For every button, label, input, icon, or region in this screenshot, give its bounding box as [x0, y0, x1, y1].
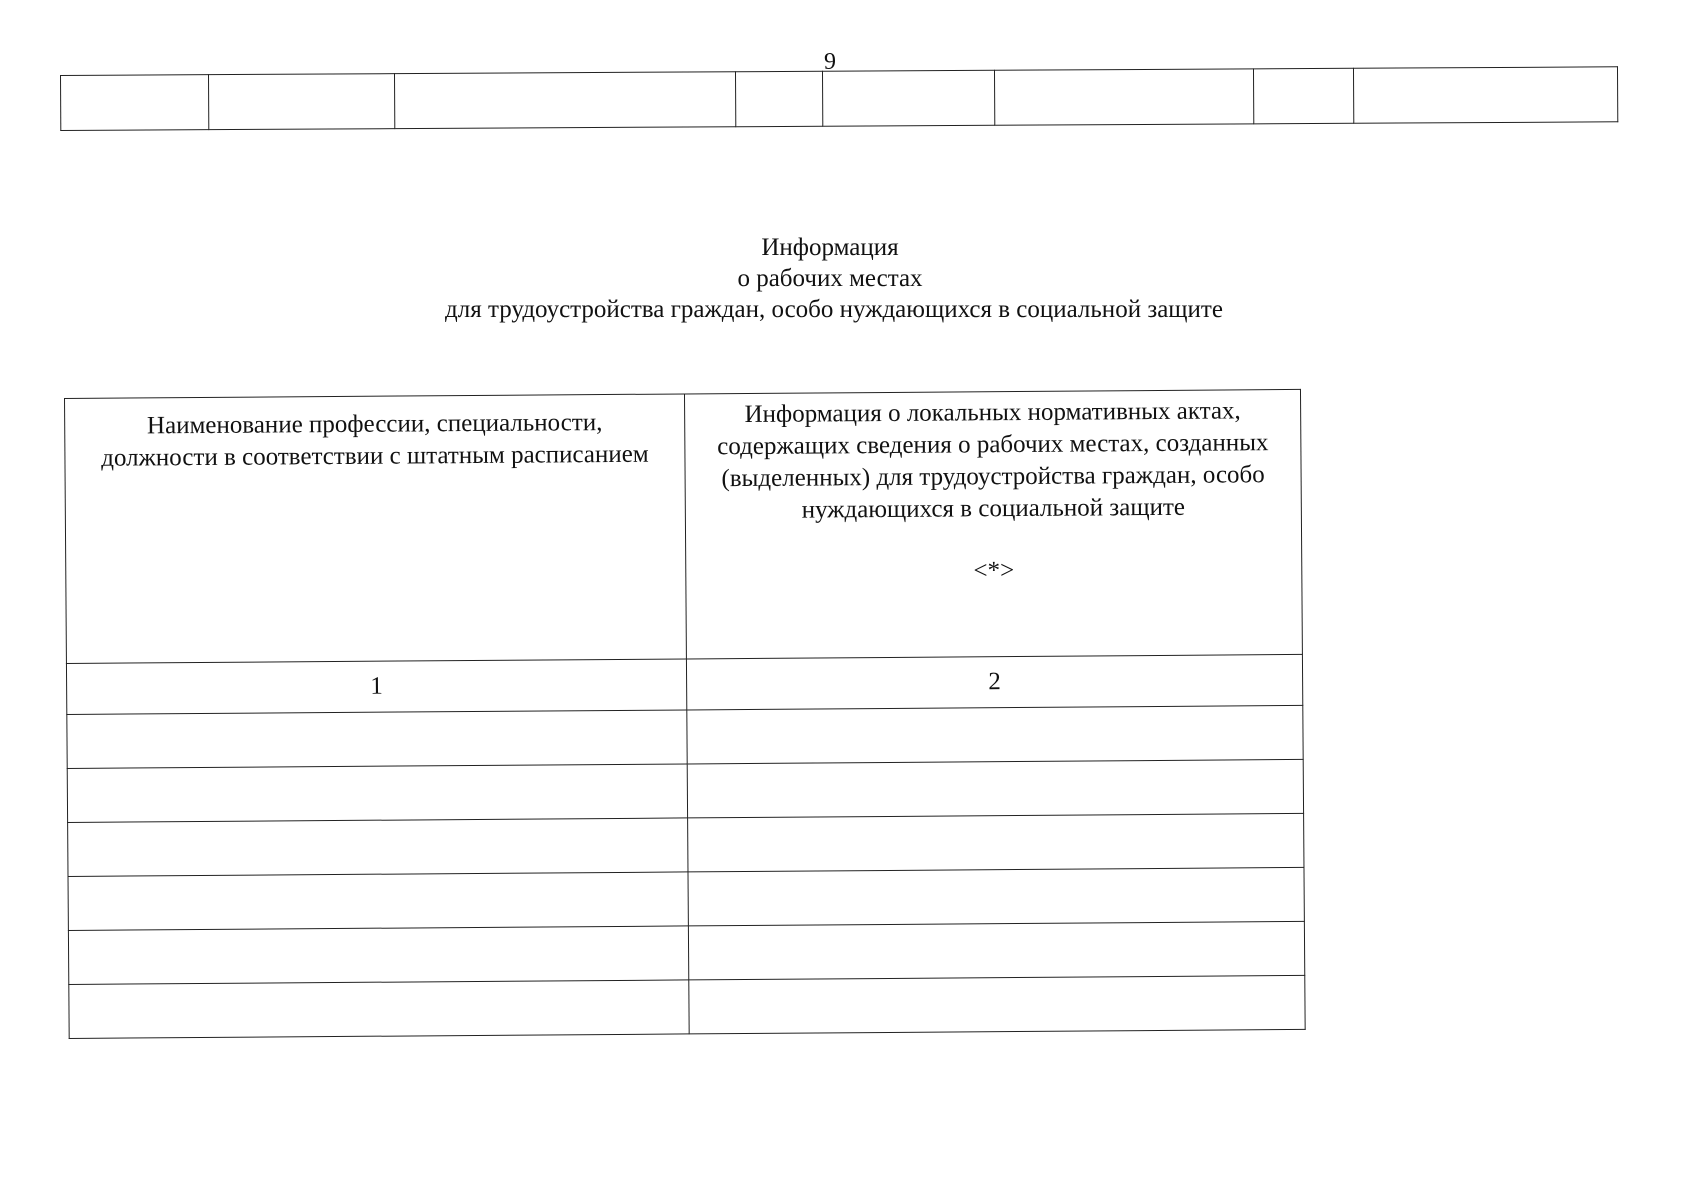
table-row [68, 813, 1304, 876]
table-row [69, 975, 1305, 1038]
table-cell [688, 921, 1304, 980]
table-cell [209, 74, 395, 130]
table-row [68, 921, 1304, 984]
table-cell [687, 759, 1303, 818]
column-header-profession-text: Наименование профессии, специальности, должности в соответствии с штатным расписанием [101, 409, 649, 472]
table-row [67, 759, 1303, 822]
column-number-1: 1 [66, 659, 686, 715]
continued-table-fragment [60, 66, 1618, 131]
title-line-1: Информация [761, 234, 899, 261]
table-cell [61, 75, 209, 131]
table-cell [395, 72, 736, 129]
table-cell [1354, 67, 1618, 123]
table-header-row [65, 389, 1303, 663]
footnote-mark: <*> [973, 557, 1015, 585]
table-row [61, 67, 1618, 131]
table-cell [689, 975, 1305, 1034]
table-cell [69, 980, 689, 1039]
page-number: 9 [824, 49, 836, 75]
table-cell [68, 926, 688, 985]
table-row [67, 705, 1303, 768]
column-header-profession [65, 394, 687, 664]
table-cell [67, 710, 687, 769]
document-title [0, 232, 1660, 325]
table-cell [67, 764, 687, 823]
column-number-2: 2 [686, 654, 1302, 710]
table-cell [688, 867, 1304, 926]
title-line-2: о рабочих местах [737, 265, 923, 292]
table-cell [994, 69, 1254, 125]
table-cell [822, 70, 994, 126]
column-header-local-acts [684, 389, 1302, 659]
table-cell [68, 818, 688, 877]
table-cell [736, 71, 823, 126]
table-row [68, 867, 1304, 930]
title-line-3: для трудоустройства граждан, особо нуждающихся в социальной защите [445, 296, 1223, 323]
table-cell [688, 813, 1304, 872]
column-header-local-acts-text: Информация о локальных нормативных актах, содержащих сведения о рабочих местах, созданных (выделенных) для трудоустройства граждан, особо нуждающихся в социальной защите [717, 397, 1269, 524]
table-cell [68, 872, 688, 931]
column-number-row [66, 654, 1302, 714]
workplaces-table [64, 389, 1306, 1039]
table-cell [1254, 68, 1355, 124]
table-cell [687, 705, 1303, 764]
